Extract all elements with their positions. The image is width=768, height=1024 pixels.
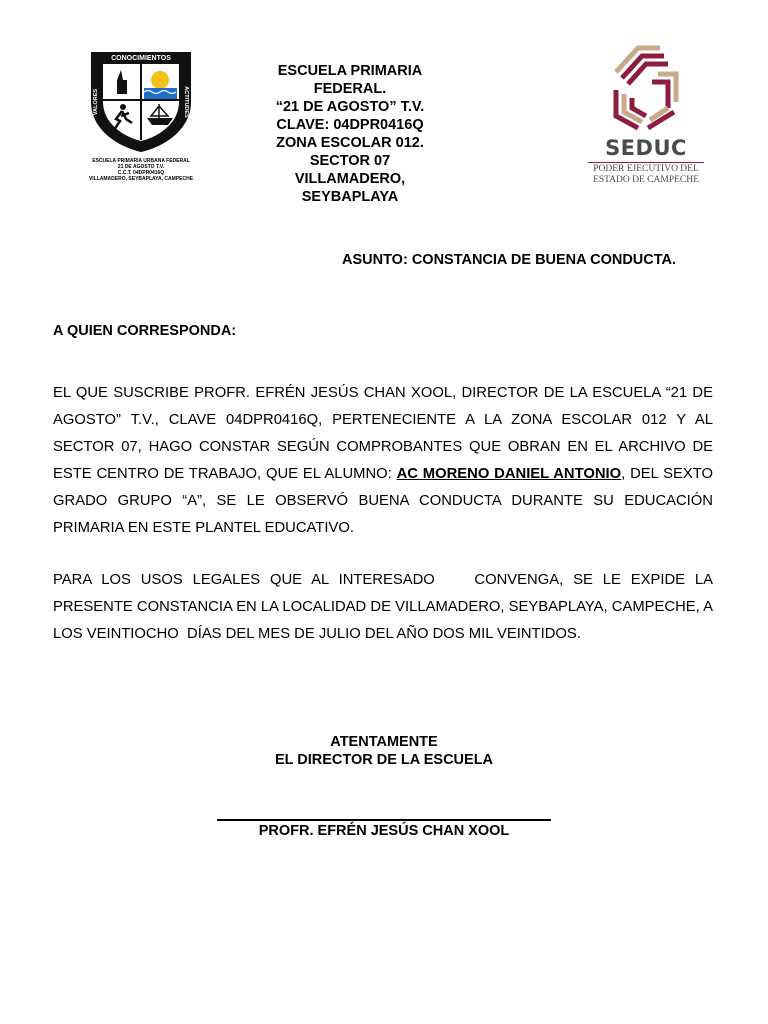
seduc-emblem-icon bbox=[608, 44, 684, 132]
closing-title: EL DIRECTOR DE LA ESCUELA bbox=[274, 752, 494, 768]
salutation: A QUIEN CORRESPONDA: bbox=[53, 323, 237, 339]
header-line: SECTOR 07 bbox=[309, 153, 391, 169]
school-header bbox=[250, 62, 450, 206]
header-line: ZONA ESCOLAR 012. bbox=[276, 135, 424, 151]
closing-block bbox=[184, 733, 584, 769]
header-line: CLAVE: 04DPR0416Q bbox=[276, 117, 424, 133]
seduc-subtitle: PODER EJECUTIVO DEL ESTADO DE CAMPECHE bbox=[593, 164, 699, 185]
signature-line bbox=[217, 819, 551, 821]
header-line: ESCUELA PRIMARIA bbox=[277, 63, 423, 79]
svg-text:VALORES: VALORES bbox=[93, 88, 99, 116]
signer-name: PROFR. EFRÉN JESÚS CHAN XOOL bbox=[258, 823, 510, 839]
body-paragraph-2: PARA LOS USOS LEGALES QUE AL INTERESADO CONVENGA, SE LE EXPIDE LA PRESENTE CONSTANCIA EN LA LOCALIDAD DE VILLAMADERO, SEYBAPLAYA, CAMPECHE, A LOS VEINTIOCHO DÍAS DEL MES DE JULIO DEL AÑO DOS MIL VEINTIDOS. bbox=[53, 572, 718, 642]
svg-text:CONOCIMIENTOS: CONOCIMIENTOS bbox=[111, 55, 171, 62]
body-paragraph-1: EL QUE SUSCRIBE PROFR. EFRÉN JESÚS CHAN XOOL, DIRECTOR DE LA ESCUELA “21 DE AGOSTO” T.V., CLAVE 04DPR0416Q, PERTENECIENTE A LA ZONA ESCOLAR 012 Y AL SECTOR 07, HAGO CONSTAR SEGÚN COMPROBANTES QUE OBRAN EN EL ARCHIVO DE ESTE CENTRO DE TRABAJO, QUE EL ALUMNO: AC MORENO DANIEL ANTONIO, DEL SEXTO GRADO GRUPO “A”, SE LE OBSERVÓ BUENA CONDUCTA DURANTE SU EDUCACIÓN PRIMARIA EN ESTE PLANTEL EDUCATIVO. bbox=[53, 385, 713, 536]
school-logo bbox=[82, 50, 200, 192]
header-line: FEDERAL. bbox=[313, 81, 387, 97]
svg-text:ACTITUDES: ACTITUDES bbox=[183, 86, 189, 118]
closing-regards: ATENTAMENTE bbox=[330, 734, 438, 750]
school-logo-caption: ESCUELA PRIMARIA URBANA FEDERAL 21 DE AGOSTO T.V. C.C.T. 04DPR0416Q VILLAMADERO, SEYBAPLAYA, CAMPECHE bbox=[88, 158, 194, 182]
seduc-divider bbox=[588, 162, 704, 163]
seduc-name: SEDUC bbox=[605, 136, 687, 160]
student-name: AC MORENO DANIEL ANTONIO bbox=[396, 466, 622, 482]
header-line: “21 DE AGOSTO” T.V. bbox=[275, 99, 425, 115]
school-crest-icon bbox=[87, 50, 195, 154]
seduc-logo bbox=[584, 44, 708, 186]
header-line: SEYBAPLAYA bbox=[301, 189, 399, 205]
subject-line: ASUNTO: CONSTANCIA DE BUENA CONDUCTA. bbox=[342, 252, 677, 268]
header-line: VILLAMADERO, bbox=[294, 171, 406, 187]
